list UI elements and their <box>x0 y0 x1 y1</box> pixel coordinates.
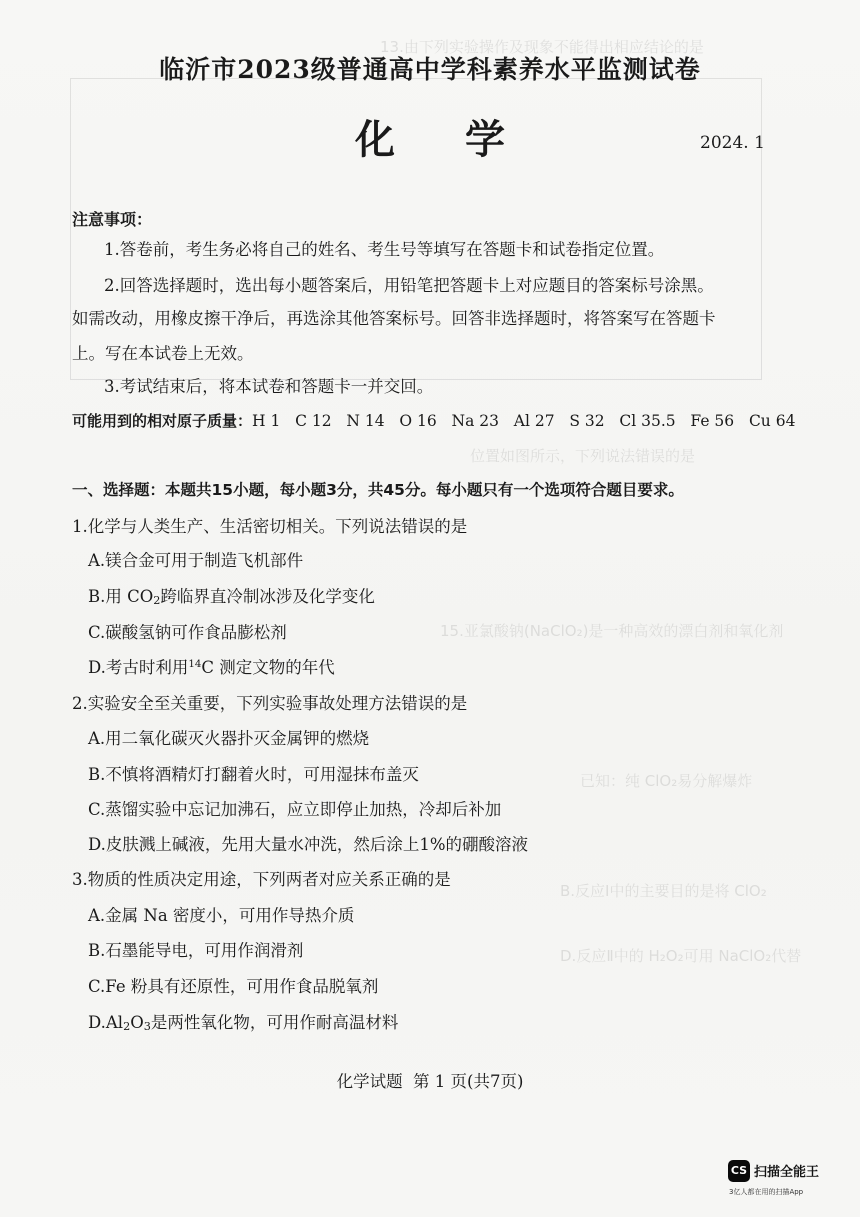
section-heading: 一、选择题：本题共15小题，每小题3分，共45分。每小题只有一个选项符合题目要求。 <box>72 481 684 499</box>
bleed-through-text: 位置如图所示，下列说法错误的是 <box>470 447 696 465</box>
question-3-option-a: A.金属 Na 密度小，可用作导热介质 <box>88 906 355 925</box>
question-1-option-a: A.镁合金可用于制造飞机部件 <box>88 551 304 570</box>
question-2-option-c: C.蒸馏实验中忘记加沸石，应立即停止加热，冷却后补加 <box>88 800 502 819</box>
question-2-option-d: D.皮肤溅上碱液，先用大量水冲洗，然后涂上1%的硼酸溶液 <box>88 835 529 854</box>
notice-item-3: 3.考试结束后，将本试卷和答题卡一并交回。 <box>104 377 434 396</box>
question-2-stem: 2.实验安全至关重要，下列实验事故处理方法错误的是 <box>72 694 468 713</box>
exam-date: 2024. 1 <box>700 133 765 153</box>
question-2-option-b: B.不慎将酒精灯打翻着火时，可用湿抹布盖灭 <box>88 765 419 784</box>
question-1-option-b: B.用 $CO_2$跨临界直冷制冰涉及化学变化 <box>88 587 375 607</box>
notice-item-2-cont: 上。写在本试卷上无效。 <box>72 344 254 363</box>
exam-title: 临沂市2023级普通高中学科素养水平监测试卷 <box>159 55 701 84</box>
question-3-option-d: $D.Al_2O_3$是两性氧化物，可用作耐高温材料 <box>88 1013 399 1033</box>
notice-item-1: 1.答卷前，考生务必将自己的姓名、考生号等填写在答题卡和试卷指定位置。 <box>104 240 665 259</box>
bleed-through-text: 15.亚氯酸钠(NaClO₂)是一种高效的漂白剂和氧化剂 <box>440 622 784 640</box>
atomic-masses <box>72 410 795 431</box>
question-3-option-b: B.石墨能导电，可用作润滑剂 <box>88 941 304 960</box>
notice-item-2-cont: 如需改动，用橡皮擦干净后，再选涂其他答案标号。回答非选择题时，将答案写在答题卡 <box>72 309 716 328</box>
bleed-through-text: 已知：纯 ClO₂易分解爆炸 <box>580 772 753 790</box>
question-3-stem: 3.物质的性质决定用途，下列两者对应关系正确的是 <box>72 870 451 889</box>
camscanner-tagline: 3亿人都在用的扫描App <box>729 1188 804 1196</box>
atomic-masses-label: 可能用到的相对原子质量： <box>72 412 253 430</box>
question-2-option-a: A.用二氧化碳灭火器扑灭金属钾的燃烧 <box>88 729 370 748</box>
notice-item-2: 2.回答选择题时，选出每小题答案后，用铅笔把答题卡上对应题目的答案标号涂黑。 <box>104 276 714 295</box>
atomic-masses-values: H 1 C 12 N 14 O 16 Na 23 Al 27 S 32 Cl 35.5 Fe 56 Cu 64 <box>252 412 796 430</box>
notice-heading: 注意事项： <box>72 210 153 229</box>
bleed-through-text: B.反应Ⅰ中的主要目的是将 ClO₂ <box>560 882 767 900</box>
question-1-option-c: C.碳酸氢钠可作食品膨松剂 <box>88 623 287 642</box>
camscanner-logo-icon: CS <box>728 1160 750 1182</box>
question-3-option-c: C.Fe 粉具有还原性，可用作食品脱氧剂 <box>88 977 379 996</box>
page-footer: 化学试题 第 1 页(共7页) <box>336 1072 524 1091</box>
camscanner-name: 扫描全能王 <box>754 1165 820 1180</box>
bleed-through-text: 13.由下列实验操作及现象不能得出相应结论的是 <box>380 38 704 56</box>
question-1-option-d: D.考古时利用$^{14}$C 测定文物的年代 <box>88 658 335 677</box>
bleed-through-text: D.反应Ⅱ中的 H₂O₂可用 NaClO₂代替 <box>560 947 802 965</box>
question-1-stem: 1.化学与人类生产、生活密切相关。下列说法错误的是 <box>72 517 468 536</box>
subject-title: 化学 <box>355 116 575 163</box>
